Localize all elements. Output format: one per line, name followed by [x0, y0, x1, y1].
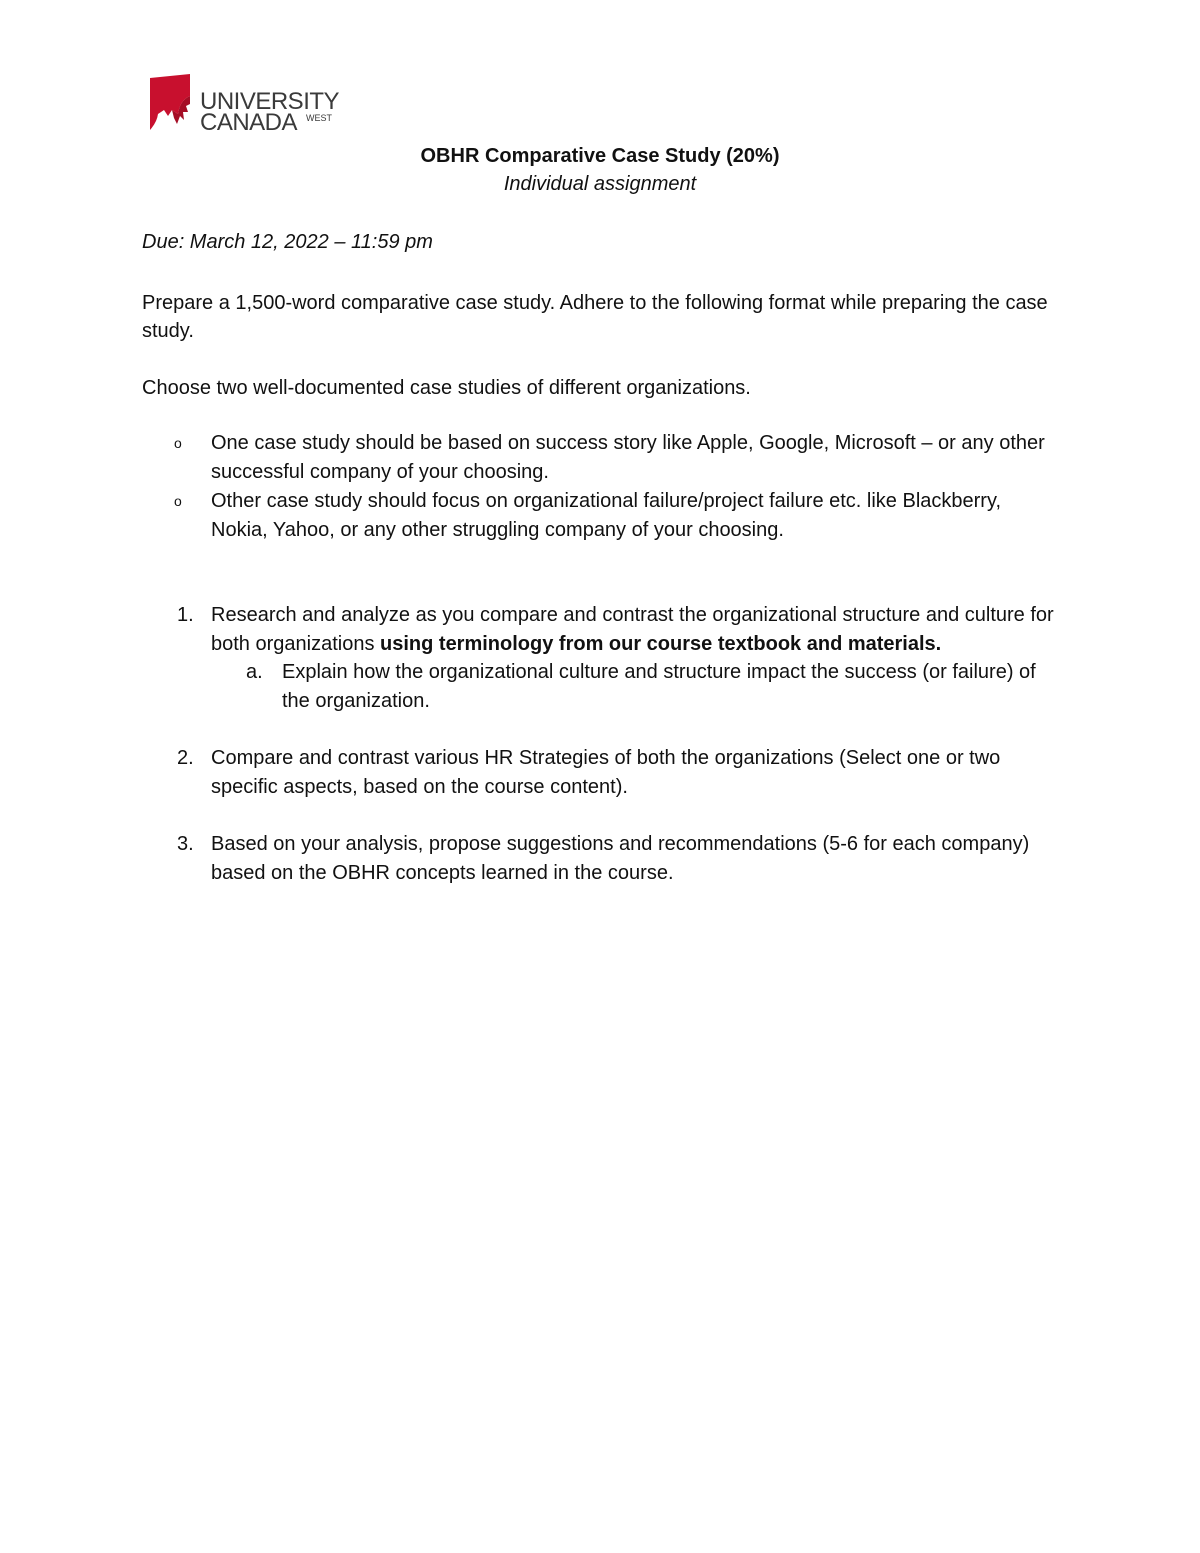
step-number: 3.	[177, 833, 194, 855]
step-number: 1.	[177, 604, 194, 626]
step-number: 2.	[177, 747, 194, 769]
step-bold-text: using terminology from our course textbook and materials.	[380, 632, 942, 655]
due-date: Due: March 12, 2022 – 11:59 pm	[142, 231, 433, 253]
bullet-list	[142, 429, 1062, 545]
list-item	[142, 744, 1062, 801]
list-item	[142, 487, 1062, 545]
logo-word-university: UNIVERSITY	[200, 88, 340, 115]
list-item	[142, 429, 1062, 487]
step-text: Based on your analysis, propose suggestions and recommendations (5-6 for each company) based on the OBHR concepts learned in the course.	[211, 833, 1030, 884]
bullet-text: Other case study should focus on organizational failure/project failure etc. like Blackberry, Nokia, Yahoo, or any other struggling company of your choosing.	[211, 490, 1002, 541]
bullet-marker: o	[174, 435, 182, 451]
sub-list-item	[211, 658, 1062, 715]
university-logo	[150, 74, 350, 134]
page-subtitle: Individual assignment	[503, 173, 697, 195]
logo-word-west: WEST	[306, 113, 332, 123]
list-item	[142, 830, 1062, 887]
page-title: OBHR Comparative Case Study (20%)	[420, 145, 780, 167]
sub-step-marker: a.	[246, 661, 263, 683]
numbered-list	[142, 601, 1062, 916]
maple-leaf-logo-mark	[150, 74, 198, 132]
list-item	[142, 601, 1062, 715]
bullet-marker: o	[174, 493, 182, 509]
sub-step-text: Explain how the organizational culture and structure impact the success (or failure) of the organization.	[282, 661, 1036, 712]
bullet-text: One case study should be based on success story like Apple, Google, Microsoft – or any other successful company of your choosing.	[211, 432, 1045, 483]
intro-paragraph: Prepare a 1,500-word comparative case study. Adhere to the following format while preparing the case study.	[142, 292, 1048, 342]
logo-word-canada: CANADA	[200, 109, 298, 136]
choose-paragraph: Choose two well-documented case studies of different organizations.	[142, 377, 751, 399]
step-text: Research and analyze as you compare and contrast the organizational structure and culture for both organizations	[211, 604, 1054, 655]
step-text: Compare and contrast various HR Strategies of both the organizations (Select one or two specific aspects, based on the course content).	[211, 747, 1001, 798]
